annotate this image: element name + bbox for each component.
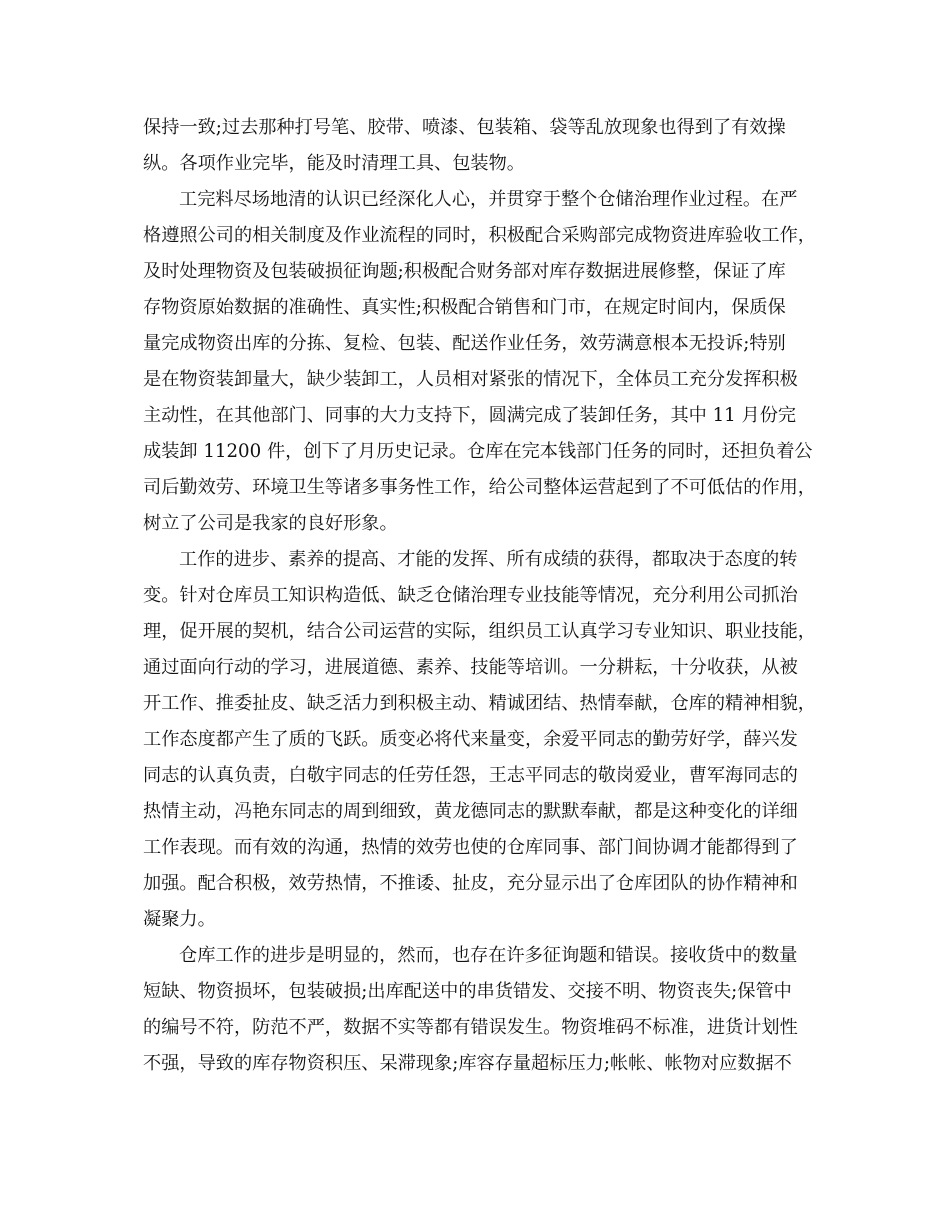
text-line: 热情主动，冯艳东同志的周到细致，黄龙德同志的默默奉献，都是这种变化的详细 xyxy=(143,801,798,822)
text-line: 加强。配合积极，效劳热情，不推诿、扯皮，充分显示出了仓库团队的协作精神和 xyxy=(143,873,798,894)
text-line: 的编号不符，防范不严，数据不实等都有错误发生。物资堆码不标准，进货计划性 xyxy=(143,1017,798,1038)
text-line: 及时处理物资及包装破损征询题;积极配合财务部对库存数据进展修整，保证了库 xyxy=(143,261,786,282)
text-line: 同志的认真负责，白敬宇同志的任劳任怨，王志平同志的敬岗爱业，曹军海同志的 xyxy=(143,765,798,786)
paragraph-start: 仓库工作的进步是明显的，然而，也存在许多征询题和错误。接收货中的数量 xyxy=(179,945,798,966)
paragraph-start: 工作的进步、素养的提高、才能的发挥、所有成绩的获得，都取决于态度的转 xyxy=(179,549,798,570)
paragraph-start: 工完料尽场地清的认识已经深化人心，并贯穿于整个仓储治理作业过程。在严 xyxy=(179,189,798,210)
text-line: 短缺、物资损坏，包装破损;出库配送中的串货错发、交接不明、物资丧失;保管中 xyxy=(143,981,792,1002)
text-line: 纵。各项作业完毕，能及时清理工具、包装物。 xyxy=(143,153,525,174)
text-line: 工作表现。而有效的沟通，热情的效劳也使的仓库同事、部门间协调才能都得到了 xyxy=(143,837,798,858)
text-line: 保持一致;过去那种打号笔、胶带、喷漆、包装箱、袋等乱放现象也得到了有效操 xyxy=(143,117,786,138)
text-line: 开工作、推委扯皮、缺乏活力到积极主动、精诚团结、热情奉献，仓库的精神相貌， xyxy=(143,693,816,714)
text-line: 是在物资装卸量大，缺少装卸工，人员相对紧张的情况下，全体员工充分发挥积极 xyxy=(143,369,798,390)
text-line: 不强，导致的库存物资积压、呆滞现象;库容存量超标压力;帐帐、帐物对应数据不 xyxy=(143,1053,792,1074)
text-line: 理，促开展的契机，结合公司运营的实际，组织员工认真学习专业知识、职业技能， xyxy=(143,621,816,642)
text-line: 通过面向行动的学习，进展道德、素养、技能等培训。一分耕耘，十分收获，从被 xyxy=(143,657,798,678)
text-line: 凝聚力。 xyxy=(143,909,216,930)
text-line: 树立了公司是我家的良好形象。 xyxy=(143,513,398,534)
text-line: 成装卸 11200 件，创下了月历史记录。仓库在完本钱部门任务的同时，还担负着公 xyxy=(143,441,813,462)
text-line: 格遵照公司的相关制度及作业流程的同时，积极配合采购部完成物资进库验收工作， xyxy=(143,225,816,246)
text-line: 量完成物资出库的分拣、复检、包装、配送作业任务，效劳满意根本无投诉;特别 xyxy=(143,333,786,354)
text-line: 存物资原始数据的准确性、真实性;积极配合销售和门市，在规定时间内，保质保 xyxy=(143,297,786,318)
text-line: 变。针对仓库员工知识构造低、缺乏仓储治理专业技能等情况，充分利用公司抓治 xyxy=(143,585,798,606)
text-line: 工作态度都产生了质的飞跃。质变必将代来量变，余爱平同志的勤劳好学，薛兴发 xyxy=(143,729,798,750)
text-line: 主动性，在其他部门、同事的大力支持下，圆满完成了装卸任务，其中 11 月份完 xyxy=(143,405,797,426)
text-line: 司后勤效劳、环境卫生等诸多事务性工作，给公司整体运营起到了不可低估的作用， xyxy=(143,477,816,498)
